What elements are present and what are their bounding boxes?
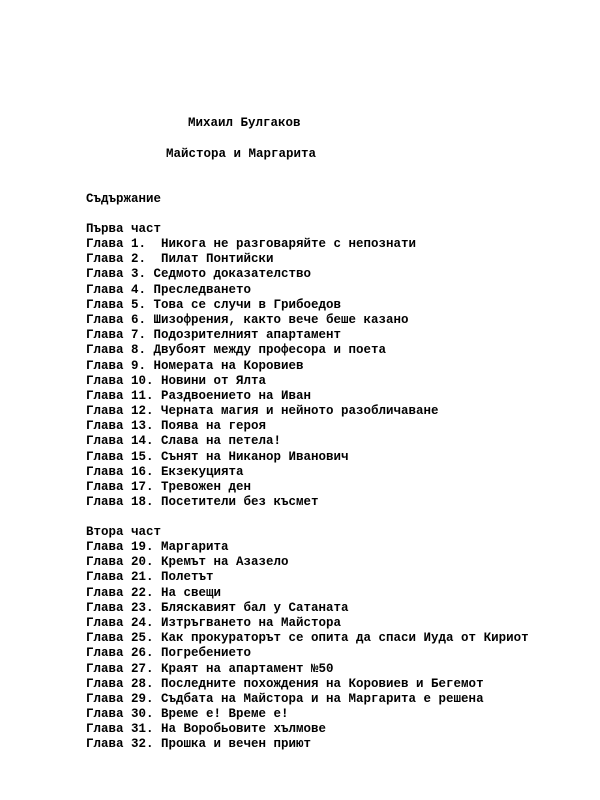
chapter-item: Глава 6. Шизофрения, както вече беше казано: [86, 312, 409, 327]
chapter-item: Глава 1. Никога не разговаряйте с непознати: [86, 237, 417, 251]
chapter-item: Глава 5. Това се случи в Грибоедов: [86, 297, 342, 312]
chapter-item: Глава 13. Поява на героя: [86, 419, 267, 434]
chapter-item: Глава 27. Краят на апартамент №50: [86, 661, 334, 676]
chapter-item: Глава 4. Преследването: [86, 282, 252, 297]
part-two-chapter-list: [86, 540, 529, 753]
chapter-item: Глава 12. Черната магия и нейното разобличаване: [86, 404, 439, 419]
chapter-item: Глава 15. Сънят на Никанор Иванович: [86, 449, 349, 464]
chapter-item: Глава 7. Подозрителният апартамент: [86, 328, 342, 343]
chapter-item: Глава 18. Посетители без късмет: [86, 495, 319, 510]
chapter-item: Глава 30. Време е! Време е!: [86, 707, 289, 722]
chapter-item: Глава 21. Полетът: [86, 570, 214, 585]
chapter-item: Глава 22. На свещи: [86, 585, 222, 600]
chapter-item: Глава 26. Погребението: [86, 646, 252, 661]
part-one-heading: Първа част: [86, 222, 162, 236]
chapter-item: Глава 19. Маргарита: [86, 540, 229, 554]
part-one-chapter-list: [86, 237, 439, 510]
chapter-item: Глава 2. Пилат Понтийски: [86, 252, 274, 267]
chapter-item: Глава 8. Двубоят между професора и поета: [86, 343, 387, 358]
chapter-item: Глава 25. Как прокураторът се опита да спаси Иуда от Кириот: [86, 631, 529, 646]
chapter-item: Глава 14. Слава на петела!: [86, 434, 282, 449]
part-two-heading: Втора част: [86, 525, 162, 539]
chapter-item: Глава 23. Бляскавият бал у Сатаната: [86, 600, 349, 615]
chapter-item: Глава 32. Прошка и вечен приют: [86, 737, 312, 752]
chapter-item: Глава 28. Последните похождения на Коровиев и Бегемот: [86, 676, 484, 691]
chapter-item: Глава 11. Раздвоението на Иван: [86, 388, 312, 403]
chapter-item: Глава 16. Екзекуцията: [86, 464, 244, 479]
chapter-item: Глава 17. Тревожен ден: [86, 480, 252, 494]
chapter-item: Глава 10. Новини от Ялта: [86, 373, 267, 388]
chapter-item: Глава 3. Седмото доказателство: [86, 267, 312, 282]
chapter-item: Глава 29. Съдбата на Майстора и на Маргарита е решена: [86, 691, 484, 706]
book-title: Майстора и Маргарита: [166, 147, 317, 161]
author-name: Михаил Булгаков: [188, 116, 301, 130]
chapter-item: Глава 20. Кремът на Азазело: [86, 555, 289, 570]
chapter-item: Глава 24. Изтръгването на Майстора: [86, 615, 342, 630]
chapter-item: Глава 9. Номерата на Коровиев: [86, 358, 304, 373]
chapter-item: Глава 31. На Воробьовите хълмове: [86, 722, 327, 737]
toc-heading: Съдържание: [86, 192, 162, 206]
